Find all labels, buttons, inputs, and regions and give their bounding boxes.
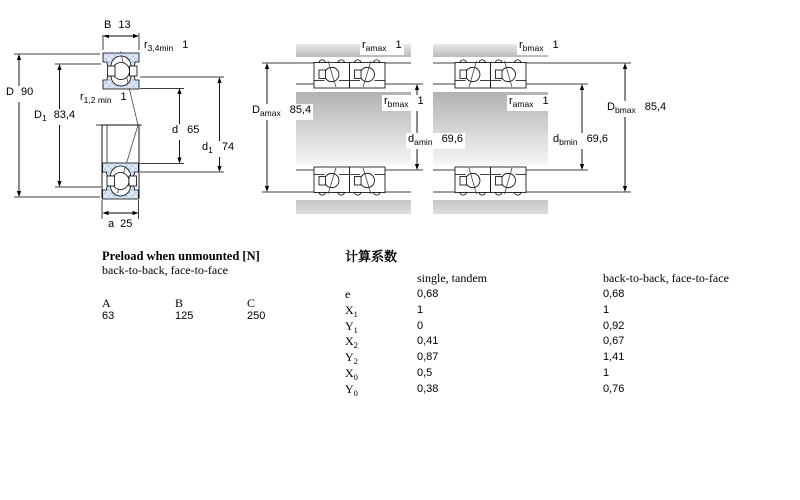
bearing-diagrams-svg — [0, 0, 800, 240]
dim-label-d1: $d_1$ 74 — [202, 141, 235, 155]
dim-label-B: B 13 — [102, 19, 133, 35]
dim-label-ramax-middle: $r_{amax}$ 1 — [362, 39, 402, 53]
preload-col-header: B — [175, 296, 184, 310]
dim-label-damin: $d_{amin}$ 69,6 — [408, 133, 463, 147]
preload-value: 63 — [102, 310, 115, 322]
dim-label-ramax-right: $r_{amax}$ 1 — [509, 95, 549, 109]
table-row: $X_2$ 0,41 0,67 — [345, 334, 625, 351]
table-row: $Y_2$ 0,87 1,41 — [345, 350, 625, 367]
preload-col-header: A — [102, 296, 111, 310]
table-row: $Y_1$ 0 0,92 — [345, 318, 625, 335]
dim-label-d: d 65 — [170, 124, 201, 140]
back-to-back-arrangement-diagram — [262, 44, 423, 214]
dim-label-Dbmax: $D_{bmax}$ 85,4 — [607, 101, 667, 115]
dim-label-dbmin: $d_{bmin}$ 69,6 — [553, 133, 608, 147]
preload-table-subtitle: back-to-back, face-to-face — [102, 263, 228, 277]
dim-label-a: a 25 — [106, 218, 134, 234]
dim-label-rbmax-right: $r_{bmax}$ 1 — [519, 39, 559, 53]
dim-label-r34min: $r_{3,4min}$ 1 — [144, 39, 189, 53]
dim-label-D1: $D_1$ 83,4 — [34, 109, 76, 123]
table-row: $X_1$ 1 1 — [345, 302, 610, 319]
dim-label-rbmax-middle: $r_{bmax}$ 1 — [384, 95, 424, 109]
factors-table-title: 计算系数 — [345, 249, 398, 264]
table-row: $Y_0$ 0,38 0,76 — [345, 381, 625, 398]
preload-value: 250 — [247, 310, 266, 322]
face-to-face-arrangement-diagram — [433, 44, 631, 214]
factors-rows — [345, 287, 775, 398]
preload-value: 125 — [175, 310, 194, 322]
factors-col-header-single-tandem: single, tandem — [417, 271, 487, 285]
factors-col-header-back-to-back: back-to-back, face-to-face — [603, 271, 729, 285]
dim-label-Damax: $D_{amax}$ 85,4 — [252, 104, 312, 118]
dim-label-r12min: $r_{1,2 min}$ 1 — [80, 91, 127, 105]
preload-table-title: Preload when unmounted [N] — [102, 249, 260, 263]
table-row: $X_0$ 0,5 1 — [345, 365, 610, 382]
dim-label-D: D 90 — [4, 86, 35, 102]
table-row: e 0,68 0,68 — [345, 287, 625, 301]
preload-col-header: C — [247, 296, 256, 310]
